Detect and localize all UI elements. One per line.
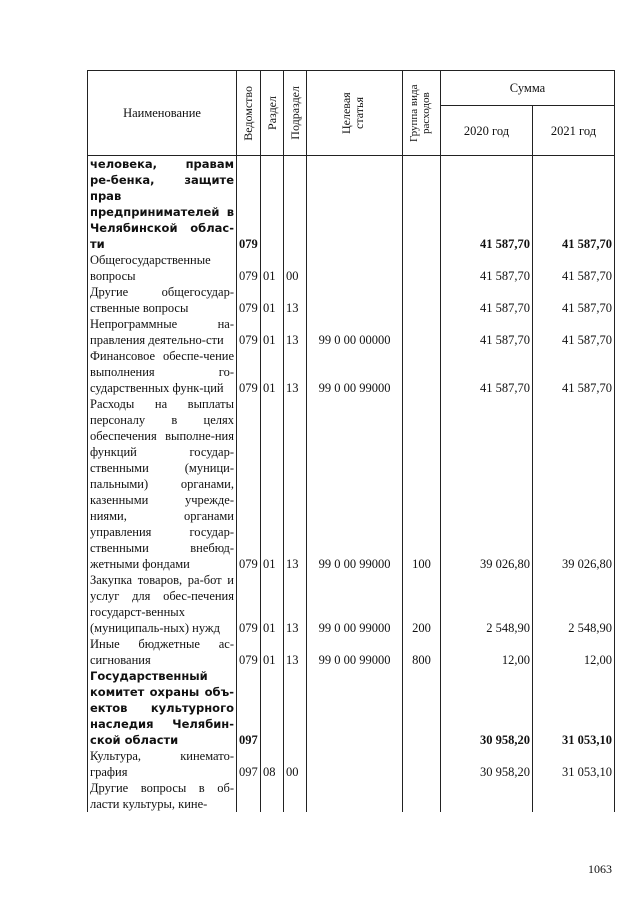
row-gruppa-rashodov [403, 348, 441, 396]
row-sum-2021: 39 026,80 [533, 396, 615, 572]
table-row [88, 156, 615, 253]
row-name: Финансовое обеспе-чение выполнения го-сударственных функ-ций [88, 348, 237, 396]
table-row [88, 252, 615, 284]
row-celevaya-statya [307, 780, 403, 812]
row-celevaya-statya: 99 0 00 99000 [307, 572, 403, 636]
row-gruppa-rashodov [403, 668, 441, 748]
row-sum-2021: 41 587,70 [533, 252, 615, 284]
row-name: Расходы на выплаты персоналу в целях обеспечения выполне-ния функций государ-ственными (муници-пальными) органами, казенными учрежде-ниями, органами управления государ-ственными внебюд-жетными фондами [88, 396, 237, 572]
row-name: Другие общегосудар-ственные вопросы [88, 284, 237, 316]
budget-table [87, 70, 615, 812]
row-gruppa-rashodov: 100 [403, 396, 441, 572]
table-header [88, 71, 615, 156]
row-sum-2021: 41 587,70 [533, 284, 615, 316]
row-podrazdel: 13 [284, 572, 307, 636]
row-celevaya-statya [307, 748, 403, 780]
row-razdel: 01 [261, 348, 284, 396]
row-sum-2021: 31 053,10 [533, 748, 615, 780]
row-razdel [261, 780, 284, 812]
table-row [88, 316, 615, 348]
row-name: Закупка товаров, ра-бот и услуг для обес-печения государст-венных (муниципаль-ных) нужд [88, 572, 237, 636]
row-name: Государственный комитет охраны объ-ектов культурного наследия Челябин-ской области [88, 668, 237, 748]
header-vedomstvo: Ведомство [237, 71, 261, 156]
row-celevaya-statya: 99 0 00 99000 [307, 636, 403, 668]
row-podrazdel: 00 [284, 748, 307, 780]
row-podrazdel: 13 [284, 348, 307, 396]
row-podrazdel [284, 668, 307, 748]
table-row [88, 572, 615, 636]
row-celevaya-statya [307, 668, 403, 748]
row-gruppa-rashodov [403, 748, 441, 780]
row-gruppa-rashodov [403, 156, 441, 253]
header-razdel: Раздел [261, 71, 284, 156]
row-sum-2020: 39 026,80 [441, 396, 533, 572]
table-row [88, 348, 615, 396]
row-gruppa-rashodov [403, 316, 441, 348]
table-row [88, 396, 615, 572]
row-vedomstvo: 079 [237, 316, 261, 348]
row-sum-2020 [441, 780, 533, 812]
row-podrazdel [284, 156, 307, 253]
row-vedomstvo: 079 [237, 396, 261, 572]
row-name: Иные бюджетные ас-сигнования [88, 636, 237, 668]
row-vedomstvo: 079 [237, 572, 261, 636]
row-name: Непрограммные на-правления деятельно-сти [88, 316, 237, 348]
row-sum-2020: 41 587,70 [441, 316, 533, 348]
row-sum-2020: 41 587,70 [441, 252, 533, 284]
row-sum-2021 [533, 780, 615, 812]
row-vedomstvo: 079 [237, 252, 261, 284]
row-sum-2020: 30 958,20 [441, 668, 533, 748]
table-row [88, 780, 615, 812]
row-podrazdel: 13 [284, 396, 307, 572]
header-podrazdel: Подраздел [284, 71, 307, 156]
row-razdel: 01 [261, 284, 284, 316]
row-name: Культура, кинемато-графия [88, 748, 237, 780]
row-gruppa-rashodov [403, 252, 441, 284]
row-vedomstvo: 097 [237, 748, 261, 780]
row-gruppa-rashodov [403, 780, 441, 812]
row-sum-2020: 41 587,70 [441, 156, 533, 253]
row-razdel [261, 668, 284, 748]
row-sum-2021: 41 587,70 [533, 316, 615, 348]
row-celevaya-statya: 99 0 00 99000 [307, 348, 403, 396]
row-celevaya-statya [307, 252, 403, 284]
table-row [88, 636, 615, 668]
row-vedomstvo: 097 [237, 668, 261, 748]
row-sum-2020: 12,00 [441, 636, 533, 668]
header-celevaya-statya: Целевая статья [307, 71, 403, 156]
row-sum-2021: 2 548,90 [533, 572, 615, 636]
row-celevaya-statya: 99 0 00 99000 [307, 396, 403, 572]
row-podrazdel: 13 [284, 636, 307, 668]
table-row [88, 284, 615, 316]
row-name: Другие вопросы в об-ласти культуры, кине- [88, 780, 237, 812]
table-row [88, 748, 615, 780]
row-razdel: 01 [261, 572, 284, 636]
row-razdel [261, 156, 284, 253]
row-sum-2020: 41 587,70 [441, 284, 533, 316]
row-celevaya-statya [307, 156, 403, 253]
row-podrazdel: 00 [284, 252, 307, 284]
row-name: человека, правам ре-бенка, защите прав предпринимателей в Челябинской облас-ти [88, 156, 237, 253]
row-sum-2020: 30 958,20 [441, 748, 533, 780]
row-sum-2021: 41 587,70 [533, 348, 615, 396]
row-sum-2020: 41 587,70 [441, 348, 533, 396]
row-podrazdel: 13 [284, 316, 307, 348]
row-sum-2021: 41 587,70 [533, 156, 615, 253]
row-podrazdel: 13 [284, 284, 307, 316]
row-razdel: 01 [261, 396, 284, 572]
row-vedomstvo: 079 [237, 348, 261, 396]
row-razdel: 01 [261, 252, 284, 284]
row-celevaya-statya [307, 284, 403, 316]
header-gruppa-rashodov: Группа вида расходов [403, 71, 441, 156]
header-name: Наименование [88, 71, 237, 156]
row-gruppa-rashodov: 800 [403, 636, 441, 668]
row-sum-2021: 12,00 [533, 636, 615, 668]
table-row [88, 668, 615, 748]
row-sum-2020: 2 548,90 [441, 572, 533, 636]
row-vedomstvo: 079 [237, 156, 261, 253]
row-gruppa-rashodov [403, 284, 441, 316]
row-podrazdel [284, 780, 307, 812]
row-name: Общегосударственные вопросы [88, 252, 237, 284]
row-celevaya-statya: 99 0 00 00000 [307, 316, 403, 348]
row-sum-2021: 31 053,10 [533, 668, 615, 748]
header-year-2020: 2020 год [441, 106, 533, 156]
row-razdel: 08 [261, 748, 284, 780]
row-razdel: 01 [261, 636, 284, 668]
header-year-2021: 2021 год [533, 106, 615, 156]
row-gruppa-rashodov: 200 [403, 572, 441, 636]
page-number: 1063 [588, 862, 612, 876]
row-vedomstvo: 079 [237, 284, 261, 316]
row-vedomstvo [237, 780, 261, 812]
row-vedomstvo: 079 [237, 636, 261, 668]
row-razdel: 01 [261, 316, 284, 348]
table-body [88, 156, 615, 813]
header-summa: Сумма [441, 71, 615, 106]
